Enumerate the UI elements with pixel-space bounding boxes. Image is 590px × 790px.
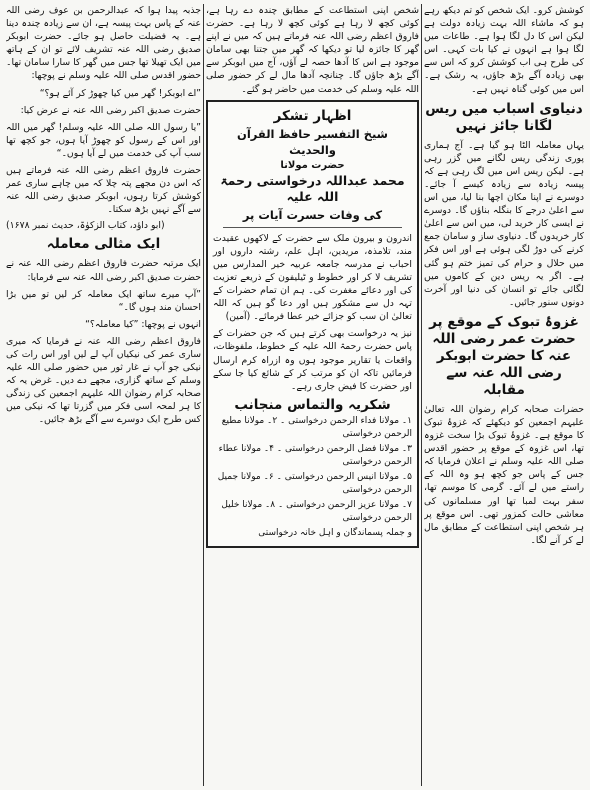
- notice-title: اظہار تشکر: [273, 107, 352, 124]
- section-heading: غزوۂ تبوک کے موقع پر حضرت عمر رضی اللہ عنہ کا حضرت ابوبکر رضی اللہ عنہ سے مقابلہ: [429, 313, 579, 398]
- quote: ”یا رسول اللہ صلی اللہ علیہ وسلم! گھر میں اللہ اور اس کے رسول کو چھوڑ آیا ہوں، جو کچھ تھا سب آپ کی خدمت میں لے آیا ہوں۔“: [6, 121, 201, 159]
- notice-subtitle: حضرت مولانا: [280, 159, 345, 171]
- thanks-item: ۱۔ مولانا فداء الرحمن درخواستی ۔ ۲۔ مولانا مطیع الرحمن درخواستی: [221, 415, 412, 439]
- notice-paragraph: نیز یہ درخواست بھی کرتے ہیں کہ جن حضرات کے پاس حضرت رحمۃ اللہ علیہ کے خطوط، ملفوظات، واقعات یا تقاریر موجود ہوں وہ ازراہ کرم ارسال فرمائیں تاکہ ان کو مرتب کر کے شائع کیا جا سکے اور حضرت کا فیض جاری رہے۔: [213, 328, 412, 392]
- section-heading: دنیاوی اسباب میں ریس لگانا جائز نہیں: [425, 100, 583, 134]
- notice-name: محمد عبداللہ درخواستی رحمۃ اللہ علیہ: [220, 172, 405, 204]
- paragraph: انہوں نے پوچھا: ”کیا معاملہ؟“: [85, 318, 201, 330]
- notice-subject: کی وفات حسرت آیات پر: [242, 207, 383, 222]
- condolence-notice-box: [206, 100, 419, 548]
- thanks-item: و جملہ پسماندگان و اہل خانہ درخواستی: [258, 527, 412, 538]
- paragraph: حضرت فاروق اعظم رضی اللہ عنہ فرماتے ہیں کہ اس دن مجھے پتہ چلا کہ میں چاہے ساری عمر کوشش کرتا رہوں، ابوبکر صدیق رضی اللہ عنہ سے آگے نہیں بڑھ سکتا۔: [6, 165, 201, 216]
- paragraph: کوشش کرو۔ ایک شخص کو تم دیکھ رہے ہو کہ ماشاء اللہ بہت زیادہ دولت ہے لیکن اس کا دل لگا ہوا ہے۔ طاعات میں لگا ہوا ہے انہوں نے کیا بات کہی۔ اس کی طرح ہی اب کوشش کرو کہ اس سے بھی زیادہ آگے بڑھ جاؤں، یہ رشک ہے۔ اس میں کوئی گناہ نہیں ہے۔: [424, 5, 584, 95]
- section-heading: ایک مثالی معاملہ: [46, 236, 161, 253]
- thanks-list: [213, 415, 412, 540]
- hadith-reference: (ابو داؤد، کتاب الزکوٰۃ، حدیث نمبر ۱۶۷۸): [6, 220, 165, 232]
- notice-paragraph: اندرون و بیرون ملک سے حضرت کے لاکھوں عقیدت مند، تلامذہ، مریدین، اہل علم، رشتہ داروں اور احباب نے مدرسہ جامعہ عربیہ خیر المدارس میں تشریف لا کر اور خطوط و ٹیلیفون کے ذریعے تعزیت کی اور دعائے مغفرت کی۔ ہم ان تمام حضرات کے تہہ دل سے مشکور ہیں اور دعا گو ہیں کہ اللہ تعالیٰ ان سب کو جزائے خیر عطا فرمائے۔ (آمین): [213, 232, 412, 323]
- divider: [223, 227, 402, 228]
- thanks-item: ۷۔ مولانا عزیز الرحمن درخواستی ۔ ۸۔ مولانا خلیل الرحمن درخواستی: [221, 499, 412, 523]
- thanks-item: ۳۔ مولانا فضل الرحمن درخواستی ۔ ۴۔ مولانا عطاء الرحمن درخواستی: [218, 443, 412, 467]
- paragraph: جذبہ پیدا ہوا کہ عبدالرحمن بن عوف رضی اللہ عنہ کے پاس بہت پیسہ ہے، ان سے زیادہ چندہ دینا ہے۔ یہ فضیلت حاصل ہو جائے۔ حضرت ابوبکر صدیق رضی اللہ عنہ تشریف لائے تو ان کے ہاتھ میں ایک تھیلا تھا جس میں گھر کا سارا سامان تھا۔ حضور اقدس صلی اللہ علیہ وسلم نے پوچھا:: [6, 5, 201, 82]
- paragraph: ایک مرتبہ حضرت فاروق اعظم رضی اللہ عنہ نے حضرت صدیق اکبر رضی اللہ عنہ سے فرمایا:: [6, 258, 201, 283]
- paragraph: یہاں معاملہ الٹا ہو گیا ہے۔ آج ہماری پوری زندگی ریس لگانے میں گزر رہی ہے۔ لیکن ریس اس میں لگ رہی ہے کہ پیسہ زیادہ سے زیادہ کیسے آ جائے۔ دوسرے نے اپنا مکان اچھا بنا لیا، میں اس سے اعلیٰ درجے کا بنگلہ بناؤں گا۔ دوسرے نے ایسی کار خرید لی، میں اس سے اعلیٰ کار خریدوں گا۔ دنیاوی ساز و سامان جمع کرنے کی دوڑ لگی ہوئی ہے اور اس فکر میں حلال و حرام کی تمیز ختم ہو گئی ہے۔ اگر یہ ریس دین کے کاموں میں لگائی جائے تو انسان کی دنیا اور آخرت دونوں سنور جائیں۔: [424, 139, 584, 308]
- paragraph: حضرت صدیق اکبر رضی اللہ عنہ نے عرض کیا:: [20, 104, 201, 116]
- thanks-heading: شکریہ والتماس منجانب: [234, 396, 391, 413]
- column-middle: [206, 4, 419, 786]
- paragraph: حضرات صحابہ کرام رضوان اللہ تعالیٰ علیہم اجمعین کو دیکھئے کہ غزوۂ تبوک کا موقع ہے۔ غزوۂ تبوک بڑا سخت غزوہ تھا، اس غزوہ کے موقع پر حضور اقدس صلی اللہ علیہ وسلم نے اعلان فرمایا کہ جس کے پاس جو کچھ ہو وہ اللہ کے راستے میں لے آئے۔ گرمی کا موسم تھا، سفر بہت لمبا تھا اور مسلمانوں کی معاشی حالت کمزور تھی۔ اس موقع پر ہر شخص اپنی استطاعت کے مطابق مال لے کر آنے لگا۔: [424, 403, 584, 546]
- column-divider: [421, 4, 422, 786]
- column-divider: [203, 4, 204, 786]
- quote: ”اے ابوبکر! گھر میں کیا چھوڑ کر آئے ہو؟“: [39, 87, 201, 99]
- thanks-item: ۵۔ مولانا انیس الرحمن درخواستی ۔ ۶۔ مولانا جمیل الرحمن درخواستی: [217, 471, 412, 495]
- newspaper-page: [6, 4, 584, 786]
- paragraph: شخص اپنی استطاعت کے مطابق چندہ دے رہا ہے، کوئی کچھ لا رہا ہے کوئی کچھ لا رہا ہے۔ حضرت فاروق اعظم رضی اللہ عنہ فرماتے ہیں کہ میں نے اپنے گھر کا جائزہ لیا تو دیکھا کہ گھر میں جتنا بھی سامان موجود ہے اس کا آدھا حصہ لے آؤں، آج میں ابوبکر سے آگے بڑھ جاؤں گا۔ چنانچہ آدھا مال لے کر حضور صلی اللہ علیہ وسلم کی خدمت میں حاضر ہو گئے۔: [206, 5, 419, 95]
- paragraph: فاروق اعظم رضی اللہ عنہ نے فرمایا کہ میری ساری عمر کی نیکیاں آپ لے لیں اور اس رات کی نیکی جو آپ نے غار ثور میں حضور صلی اللہ علیہ وسلم کے ساتھ گزاری، مجھے دے دیں۔ غرض یہ کہ صحابہ کرام رضوان اللہ علیہم اجمعین کی زندگی کا ہر لمحہ اسی فکر میں گزرتا تھا کہ نیکی میں کس طرح ایک دوسرے سے آگے بڑھ جائیں۔: [6, 335, 201, 426]
- quote: ”آپ میرے ساتھ ایک معاملہ کر لیں تو میں بڑا احسان مند ہوں گا۔“: [6, 288, 201, 313]
- notice-honorific: شیخ التفسیر حافظ القرآن والحدیث: [237, 126, 388, 157]
- column-right: [424, 4, 584, 786]
- column-left: [6, 4, 201, 786]
